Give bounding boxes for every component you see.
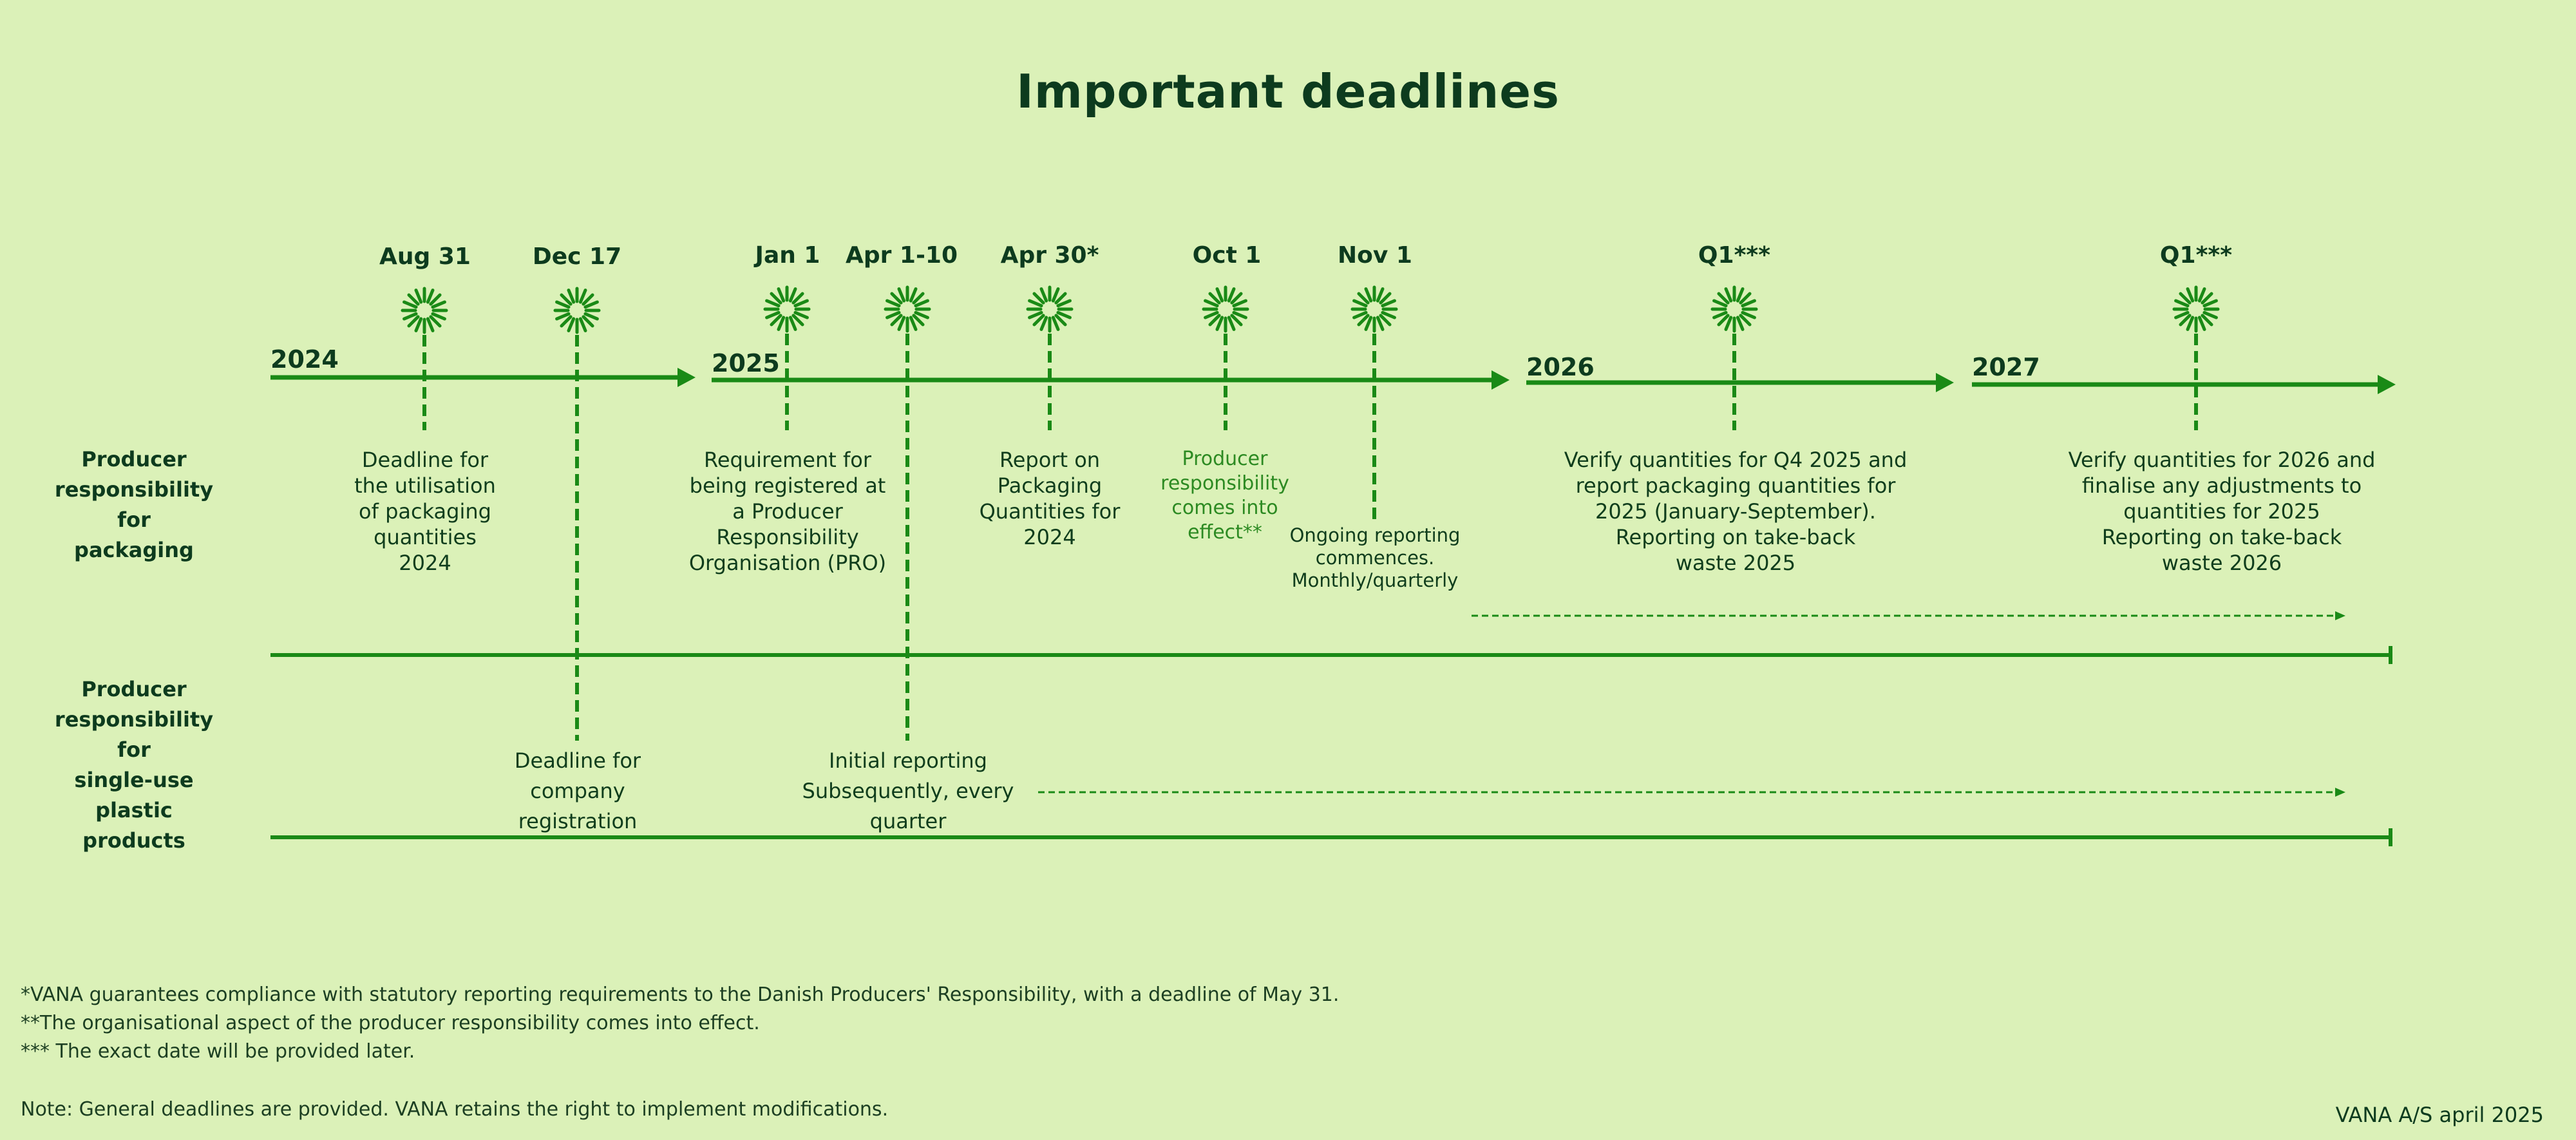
page-title: Important deadlines [1016, 64, 1560, 119]
row-label-single-use-plastic: Producer responsibility for single-use plastic products [54, 677, 214, 853]
arrow-2024-head [677, 368, 696, 387]
date-q1-2027: Q1*** [2159, 242, 2233, 269]
year-label-2026: 2026 [1526, 353, 1595, 381]
sunburst-icon-apr-30 [1028, 287, 1072, 331]
year-label-2027: 2027 [1972, 353, 2040, 381]
date-apr-1-10: Apr 1-10 [845, 242, 958, 269]
milestone-bursts [402, 287, 2218, 332]
date-jan-1: Jan 1 [755, 242, 820, 269]
arrow-2026-head [1936, 373, 1954, 392]
year-arrows [270, 368, 2396, 394]
quarterly-reporting-arrow-head [2335, 788, 2345, 797]
footer-note: Note: General deadlines are provided. VANA retains the right to implement modifications. [21, 1098, 889, 1121]
sunburst-icon-q1-2026 [1712, 287, 1756, 331]
sunburst-icon-nov-1 [1352, 287, 1396, 331]
year-label-2025: 2025 [712, 349, 780, 377]
desc-nov-1: Ongoing reporting commences. Monthly/quarterly [1289, 524, 1461, 591]
desc-q1-2027: Verify quantities for 2026 and finalise any adjustments to quantities for 2025 Reporting on take-back waste 2026 [2068, 448, 2376, 575]
sunburst-icon-jan-1 [765, 287, 809, 331]
desc-apr-1-10: Initial reporting Subsequently, every quarter [802, 748, 1014, 833]
footnote-3: *** The exact date will be provided later. [21, 1040, 415, 1063]
sunburst-icon-aug-31 [402, 289, 446, 332]
date-dec-17: Dec 17 [532, 243, 622, 270]
desc-oct-1: Producer responsibility comes into effect** [1160, 448, 1289, 544]
desc-q1-2026: Verify quantities for Q4 2025 and report packaging quantities for 2025 (January-September). Reporting on take-back waste 2025 [1564, 448, 1908, 575]
desc-dec-17: Deadline for company registration [514, 748, 641, 833]
date-apr-30: Apr 30* [1000, 242, 1099, 269]
desc-aug-31: Deadline for the utilisation of packaging quantities 2024 [354, 448, 496, 575]
date-nov-1: Nov 1 [1338, 242, 1412, 269]
desc-apr-30: Report on Packaging Quantities for 2024 [979, 448, 1121, 549]
row-label-packaging: Producer responsibility for packaging [54, 447, 214, 562]
credit: VANA A/S april 2025 [2335, 1103, 2544, 1127]
year-label-2024: 2024 [270, 345, 339, 374]
sunburst-icon-dec-17 [555, 289, 599, 332]
sunburst-icon-apr-1-10 [886, 287, 929, 331]
sunburst-icon-q1-2027 [2174, 287, 2218, 331]
footnote-1: *VANA guarantees compliance with statutory reporting requirements to the Danish Producers' Responsibility, with a deadline of May 31. [21, 983, 1340, 1006]
date-q1-2026: Q1*** [1698, 242, 1771, 269]
footnote-2: **The organisational aspect of the producer responsibility comes into effect. [21, 1012, 760, 1034]
desc-jan-1: Requirement for being registered at a Producer Responsibility Organisation (PRO) [688, 448, 887, 575]
arrow-2027-head [2378, 375, 2396, 394]
sunburst-icon-oct-1 [1204, 287, 1247, 331]
ongoing-reporting-arrow-head [2335, 611, 2345, 620]
date-oct-1: Oct 1 [1192, 242, 1262, 269]
date-aug-31: Aug 31 [379, 243, 471, 270]
arrow-2025-head [1492, 370, 1510, 390]
